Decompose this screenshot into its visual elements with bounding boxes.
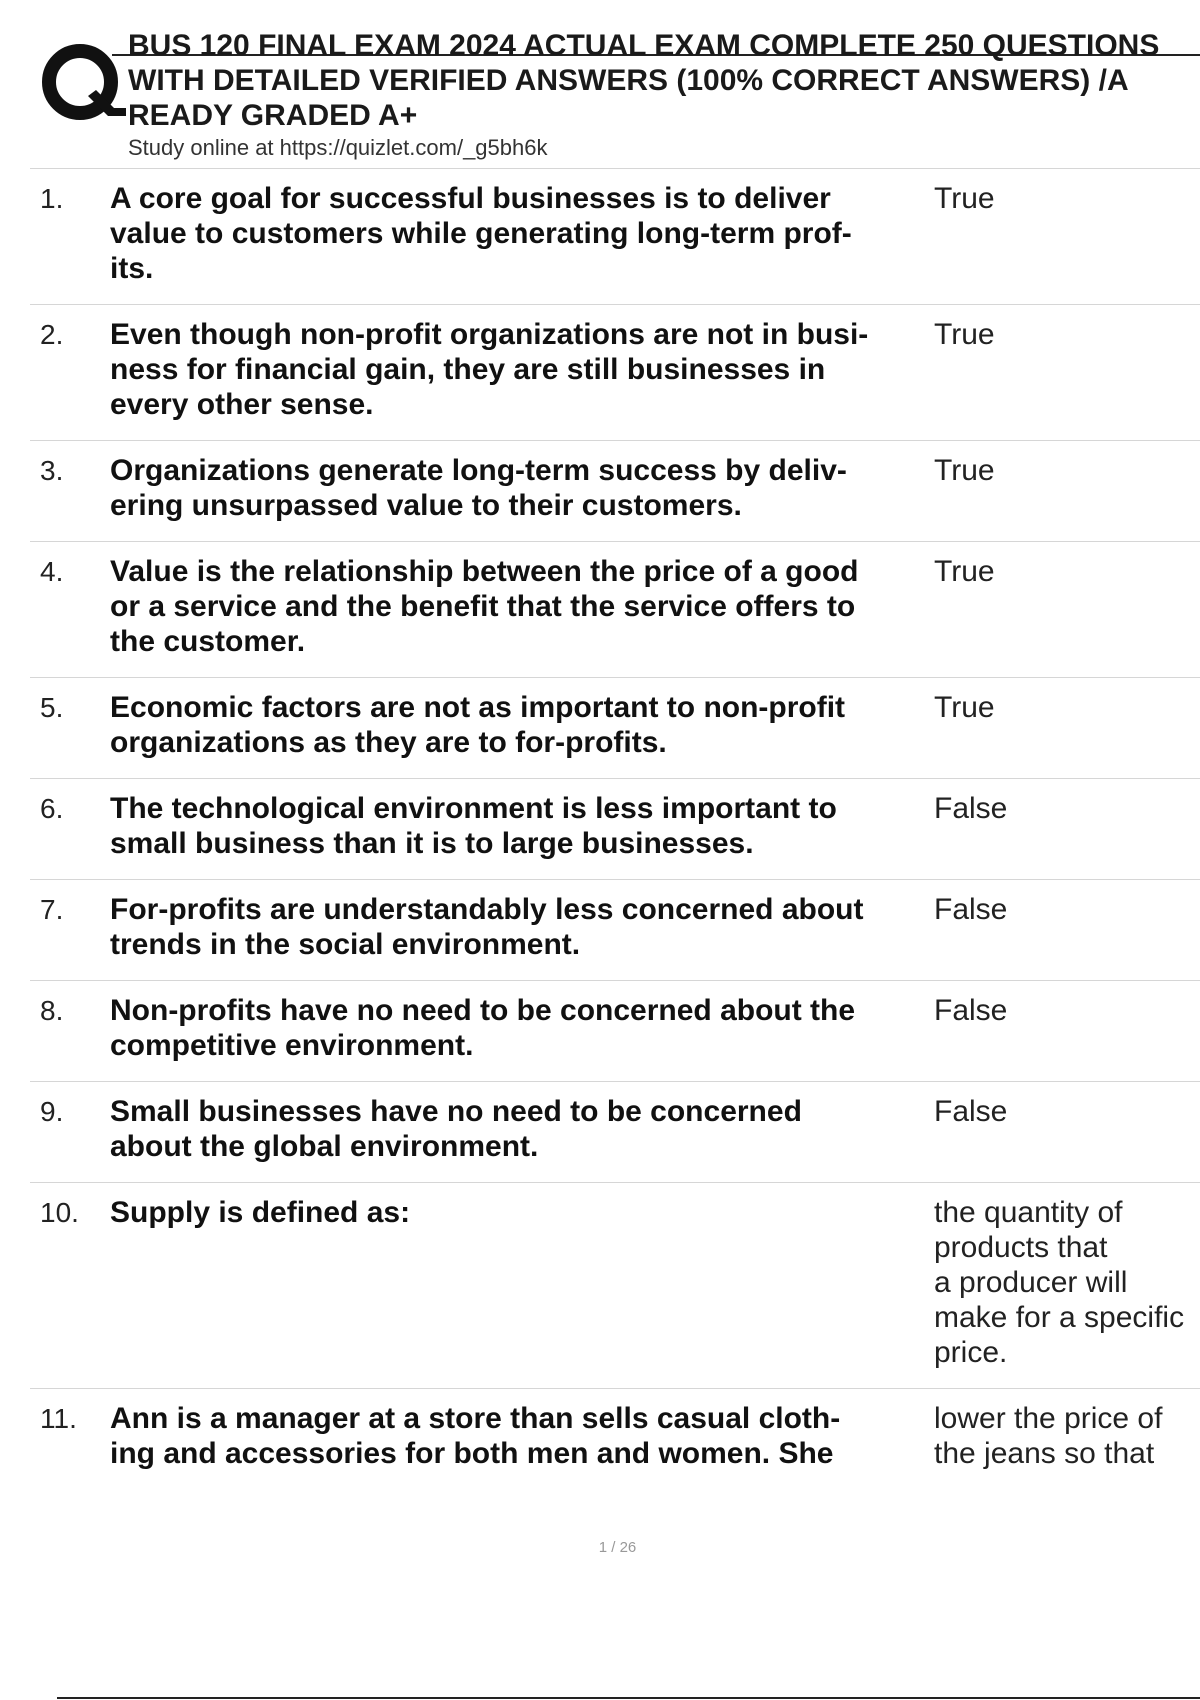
question-number: 10. bbox=[40, 1197, 79, 1228]
footer-rule bbox=[57, 1697, 1200, 1699]
answer-text: True bbox=[934, 555, 995, 588]
page-number: 1 / 26 bbox=[598, 1539, 637, 1556]
question-number: 5. bbox=[40, 692, 64, 723]
qa-row-8 bbox=[30, 981, 1200, 1082]
qa-row-11 bbox=[30, 1389, 1200, 1489]
question-text: Economic factors are not as important to non-profit organizations as they are to for-profits. bbox=[110, 691, 846, 759]
answer-text: False bbox=[934, 1095, 1008, 1128]
document-header bbox=[30, 28, 1200, 168]
question-text: Organizations generate long-term success by deliv- ering unsurpassed value to their customers. bbox=[110, 454, 847, 522]
study-online-link[interactable]: Study online at https://quizlet.com/_g5bh6k bbox=[128, 135, 548, 160]
question-number: 4. bbox=[40, 556, 64, 587]
qa-row-1 bbox=[30, 169, 1200, 305]
answer-text: True bbox=[934, 454, 995, 487]
question-number: 3. bbox=[40, 455, 64, 486]
answer-text: True bbox=[934, 318, 995, 351]
question-text: For-profits are understandably less concerned about trends in the social environment. bbox=[110, 893, 864, 961]
document-title: BUS 120 FINAL EXAM 2024 ACTUAL EXAM COMPLETE 250 QUESTIONS WITH DETAILED VERIFIED ANSWERS (100% CORRECT ANSWERS) /A READY GRADED A+ bbox=[128, 29, 1160, 132]
qa-row-4 bbox=[30, 542, 1200, 678]
answer-text: True bbox=[934, 691, 995, 724]
question-number: 6. bbox=[40, 793, 64, 824]
question-text: The technological environment is less important to small business than it is to large businesses. bbox=[110, 792, 837, 860]
question-number: 7. bbox=[40, 894, 64, 925]
question-number: 2. bbox=[40, 319, 64, 350]
question-text: Small businesses have no need to be concerned about the global environment. bbox=[110, 1095, 802, 1163]
qa-row-9 bbox=[30, 1082, 1200, 1183]
qa-row-6 bbox=[30, 779, 1200, 880]
question-text: A core goal for successful businesses is to deliver value to customers while generating long-term prof- its. bbox=[110, 182, 852, 285]
answer-text: the quantity of products that a producer will make for a specific price. bbox=[934, 1196, 1185, 1369]
question-number: 11. bbox=[40, 1403, 77, 1434]
qa-row-3 bbox=[30, 441, 1200, 542]
answer-text: False bbox=[934, 792, 1008, 825]
qa-row-5 bbox=[30, 678, 1200, 779]
question-text: Supply is defined as: bbox=[110, 1196, 411, 1229]
question-answer-list bbox=[30, 168, 1200, 1489]
quizlet-q-logo-icon bbox=[30, 34, 138, 142]
qa-row-10 bbox=[30, 1183, 1200, 1389]
qa-row-7 bbox=[30, 880, 1200, 981]
qa-row-2 bbox=[30, 305, 1200, 441]
question-text: Ann is a manager at a store than sells casual cloth- ing and accessories for both men and women. She bbox=[110, 1402, 841, 1470]
question-text: Even though non-profit organizations are not in busi- ness for financial gain, they are still businesses in every other sense. bbox=[110, 318, 869, 421]
question-text: Value is the relationship between the price of a good or a service and the benefit that the service offers to the customer. bbox=[110, 555, 859, 658]
answer-text: False bbox=[934, 893, 1008, 926]
answer-text: True bbox=[934, 182, 995, 215]
question-number: 9. bbox=[40, 1096, 64, 1127]
question-text: Non-profits have no need to be concerned about the competitive environment. bbox=[110, 994, 856, 1062]
answer-text: False bbox=[934, 994, 1008, 1027]
answer-text: lower the price of the jeans so that bbox=[934, 1402, 1163, 1470]
question-number: 1. bbox=[40, 183, 64, 214]
question-number: 8. bbox=[40, 995, 64, 1026]
